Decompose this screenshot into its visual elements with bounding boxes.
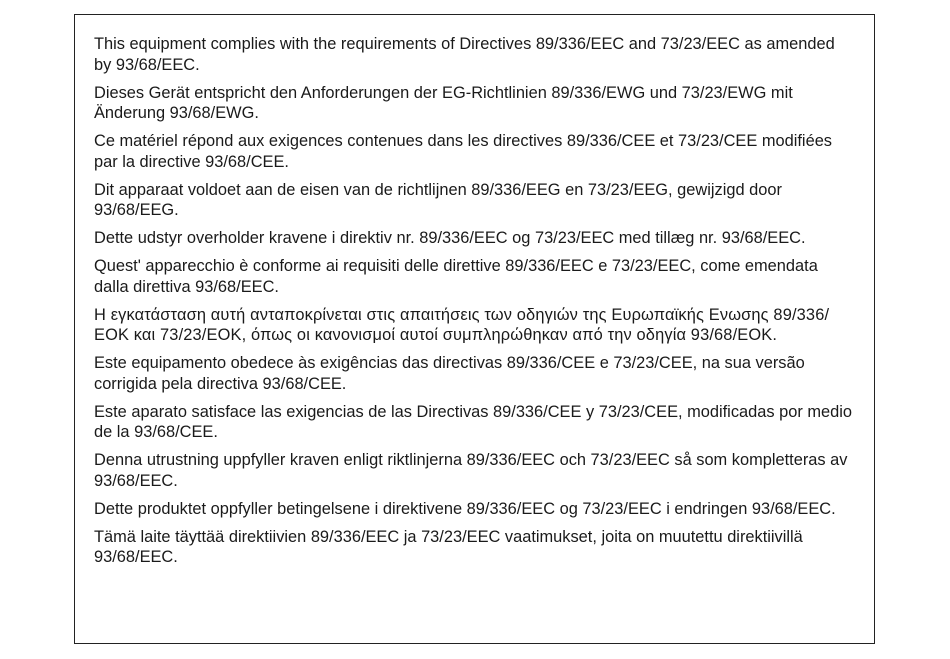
statement-swedish: Denna utrustning uppfyller kraven enligt riktlinjerna 89/336/EEC och 73/23/EEC så som kompletteras av 93/68/EEC. (94, 451, 848, 490)
statement-italian: Quest' apparecchio è conforme ai requisiti delle direttive 89/336/EEC e 73/23/EEC, come emendata dalla direttiva 93/68/EEC. (94, 257, 818, 296)
statement-norwegian: Dette produktet oppfyller betingelsene i direktivene 89/336/EEC og 73/23/EEC i endringen 93/68/EEC. (94, 499, 836, 518)
statement-portuguese: Este equipamento obedece às exigências das directivas 89/336/CEE e 73/23/CEE, na sua versão corrigida pela directiva 93/68/CEE. (94, 354, 805, 393)
compliance-notice-box (74, 14, 875, 644)
statement-dutch: Dit apparaat voldoet aan de eisen van de richtlijnen 89/336/EEG en 73/23/EEG, gewijzigd door 93/68/EEG. (94, 180, 782, 219)
statement-german: Dieses Gerät entspricht den Anforderungen der EG-Richtlinien 89/336/EWG und 73/23/EWG mit Änderung 93/68/EWG. (94, 83, 793, 122)
statement-spanish: Este aparato satisface las exigencias de las Directivas 89/336/CEE y 73/23/CEE, modificadas por medio de la 93/68/CEE. (94, 402, 853, 441)
statement-french: Ce matériel répond aux exigences contenues dans les directives 89/336/CEE et 73/23/CEE modifiées par la directive 93/68/CEE. (94, 132, 833, 171)
statement-danish: Dette udstyr overholder kravene i direktiv nr. 89/336/EEC og 73/23/EEC med tillæg nr. 93/68/EEC. (94, 229, 806, 247)
statement-greek: Η εγκατάσταση αυτή ανταποκρίνεται στις απαιτήσεις των οδηγιών της Ευρωπαϊκής Ενωσης 89/336/ΕΟΚ και 73/23/ΕΟΚ, όπως οι κανονισμοί αυτοί συμπληρώθηκαν από την οδηγία 93/68/ΕΟΚ. (94, 305, 830, 344)
statement-finnish: Tämä laite täyttää direktiivien 89/336/EEC ja 73/23/EEC vaatimukset, joita on muutettu direktiivillä 93/68/EEC. (94, 527, 803, 566)
statement-english: This equipment complies with the requirements of Directives 89/336/EEC and 73/23/EEC as amended by 93/68/EEC. (94, 35, 835, 74)
